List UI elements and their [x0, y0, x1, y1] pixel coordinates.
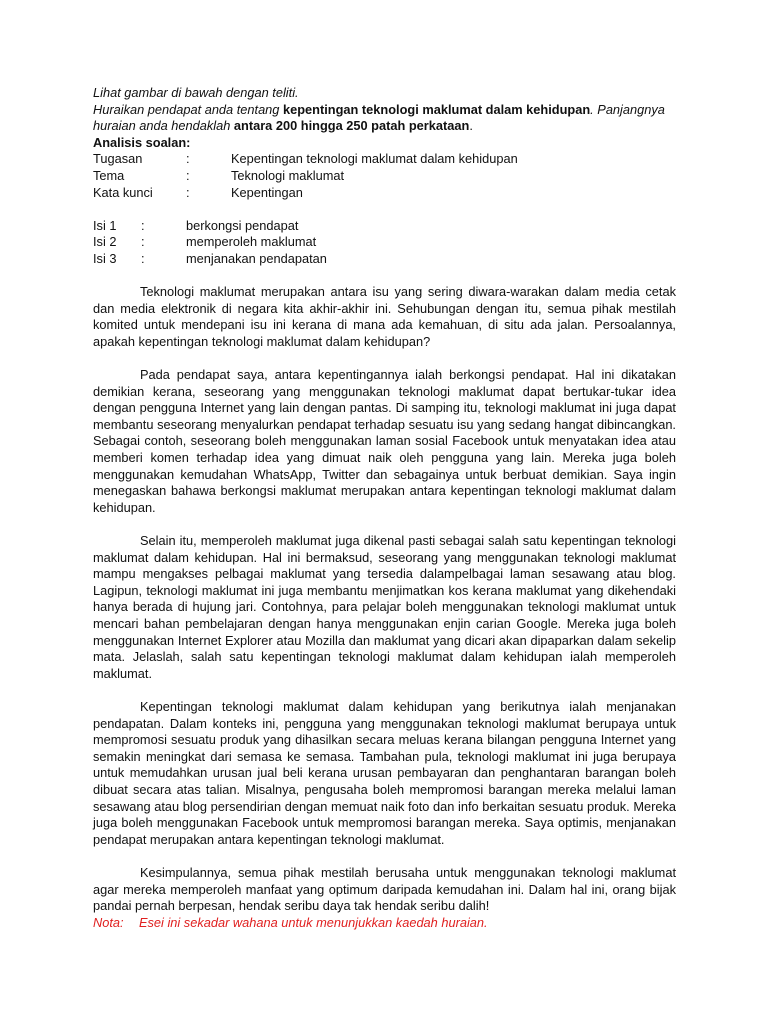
point-colon: :	[141, 250, 145, 266]
essay-point-3: Kepentingan teknologi maklumat dalam kehidupan yang berikutnya ialah menjanakan pendapatan. Dalam konteks ini, pengguna yang menggunakan teknologi maklumat berupaya untuk mempromosi sesuatu produk yang dihasilkan secara meluas kerana bilangan pengguna Internet yang semakin meningkat dari semasa ke semasa. Tambahan pula, teknologi maklumat ini juga berupaya untuk memudahkan urusan jual beli kerana urusan pembayaran dan penghantaran barangan boleh dibuat secara atas talian. Misalnya, pengusaha boleh mempromosi barangan mereka melalui laman sesawang atau blog persendirian dengan memuat naik foto dan info berkaitan sesuatu produk. Mereka juga boleh menggunakan Facebook untuk mempromosi barangan mereka. Saya optimis, menjanakan pendapat merupakan antara kepentingan teknologi maklumat.	[93, 698, 676, 847]
note-text: Esei ini sekadar wahana untuk menunjukkan kaedah huraian.	[139, 914, 488, 930]
instruction-text: Huraikan pendapat anda tentang	[93, 101, 283, 117]
analysis-colon: :	[186, 167, 190, 183]
spacer	[93, 516, 676, 533]
analysis-colon: :	[186, 151, 190, 167]
instruction-topic: kepentingan teknologi maklumat dalam kehidupan	[282, 101, 591, 117]
analysis-value: Teknologi maklumat	[231, 167, 345, 183]
essay-point-2: Selain itu, memperoleh maklumat juga dikenal pasti sebagai salah satu kepentingan teknologi maklumat dalam kehidupan. Hal ini bermaksud, seseorang yang menggunakan teknologi maklumat mampu mengakses pelbagai maklumat yang tersedia dalampelbagai laman sesawang atau blog. Lagipun, teknologi maklumat ini juga membantu menjimatkan kos kerana maklumat yang dikehendaki hanya berada di hujung jari. Contohnya, para pelajar boleh menggunakan teknologi maklumat untuk mencari bahan pembelajaran dengan hanya menggunakan enjin carian Google. Mereka juga boleh menggunakan Internet Explorer atau Mozilla dan maklumat yang dicari akan dipaparkan dalam sekelip mata. Jelaslah, salah satu kepentingan teknologi maklumat dalam kehidupan ialah memperoleh maklumat.	[93, 533, 676, 681]
point-value: memperoleh maklumat	[186, 234, 317, 250]
instruction-word-count: antara 200 hingga 250 patah perkataan	[233, 118, 470, 134]
point-row-2	[93, 234, 676, 251]
point-label: Isi 3	[93, 250, 117, 266]
note-label: Nota:	[93, 914, 124, 930]
essay-introduction: Teknologi maklumat merupakan antara isu yang sering diwara-warakan dalam media cetak dan media elektronik di negara kita akhir-akhir ini. Sehubungan dengan itu, semua pihak mestilah komited untuk mendepani isu ini kerana di mana ada kemahuan, di situ ada jalan. Persoalannya, apakah kepentingan teknologi maklumat dalam kehidupan?	[93, 284, 676, 349]
point-colon: :	[141, 217, 145, 233]
spacer	[93, 682, 676, 699]
spacer	[93, 848, 676, 865]
point-row-1	[93, 218, 676, 235]
point-colon: :	[141, 234, 145, 250]
spacer	[93, 268, 676, 285]
analysis-value: Kepentingan	[231, 184, 303, 200]
instruction-end: .	[469, 118, 473, 134]
instruction-line-1: Lihat gambar di bawah dengan teliti.	[93, 85, 299, 100]
point-label: Isi 2	[93, 234, 117, 250]
instruction-text-2: . Panjangnya huraian anda hendaklah	[93, 101, 665, 134]
essay-conclusion: Kesimpulannya, semua pihak mestilah berusaha untuk menggunakan teknologi maklumat agar mereka memperoleh manfaat yang optimum daripada kemudahan ini. Dalam hal ini, orang bijak pandai pernah berpesan, hendak seribu daya tak hendak seribu dalih!	[93, 864, 676, 914]
point-row-3	[93, 251, 676, 268]
analysis-value: Kepentingan teknologi maklumat dalam kehidupan	[231, 151, 518, 167]
analysis-row-tema	[93, 168, 676, 185]
spacer	[93, 201, 676, 218]
point-value: berkongsi pendapat	[186, 217, 299, 233]
analysis-label: Tema	[93, 167, 125, 183]
instruction-line-2	[93, 102, 676, 135]
analysis-row-kata-kunci	[93, 185, 676, 202]
point-value: menjanakan pendapatan	[186, 250, 327, 266]
note	[93, 915, 676, 932]
point-label: Isi 1	[93, 217, 117, 233]
analysis-heading: Analisis soalan:	[93, 134, 191, 150]
analysis-colon: :	[186, 184, 190, 200]
document-content	[93, 85, 676, 931]
essay-point-1: Pada pendapat saya, antara kepentingannya ialah berkongsi pendapat. Hal ini dikatakan demikian kerana, seseorang yang menggunakan teknologi maklumat dapat bertukar-tukar idea dengan pengguna Internet yang lain dengan pantas. Di samping itu, teknologi maklumat ini juga dapat membantu seseorang menyalurkan pendapat terhadap sesuatu isu yang sedang hangat dibincangkan. Sebagai contoh, seseorang boleh menggunakan laman sosial Facebook untuk menyatakan idea atau memberi komen terhadap idea yang dimuat naik oleh pengguna yang lain. Mereka juga boleh menggunakan kemudahan WhatsApp, Twitter dan sebagainya untuk berbuat demikian. Saya ingin menegaskan bahawa berkongsi maklumat merupakan antara kepentingan teknologi maklumat dalam kehidupan.	[93, 367, 676, 515]
analysis-label: Tugasan	[93, 151, 143, 167]
analysis-label: Kata kunci	[93, 184, 153, 200]
analysis-row-tugasan	[93, 151, 676, 168]
spacer	[93, 351, 676, 368]
